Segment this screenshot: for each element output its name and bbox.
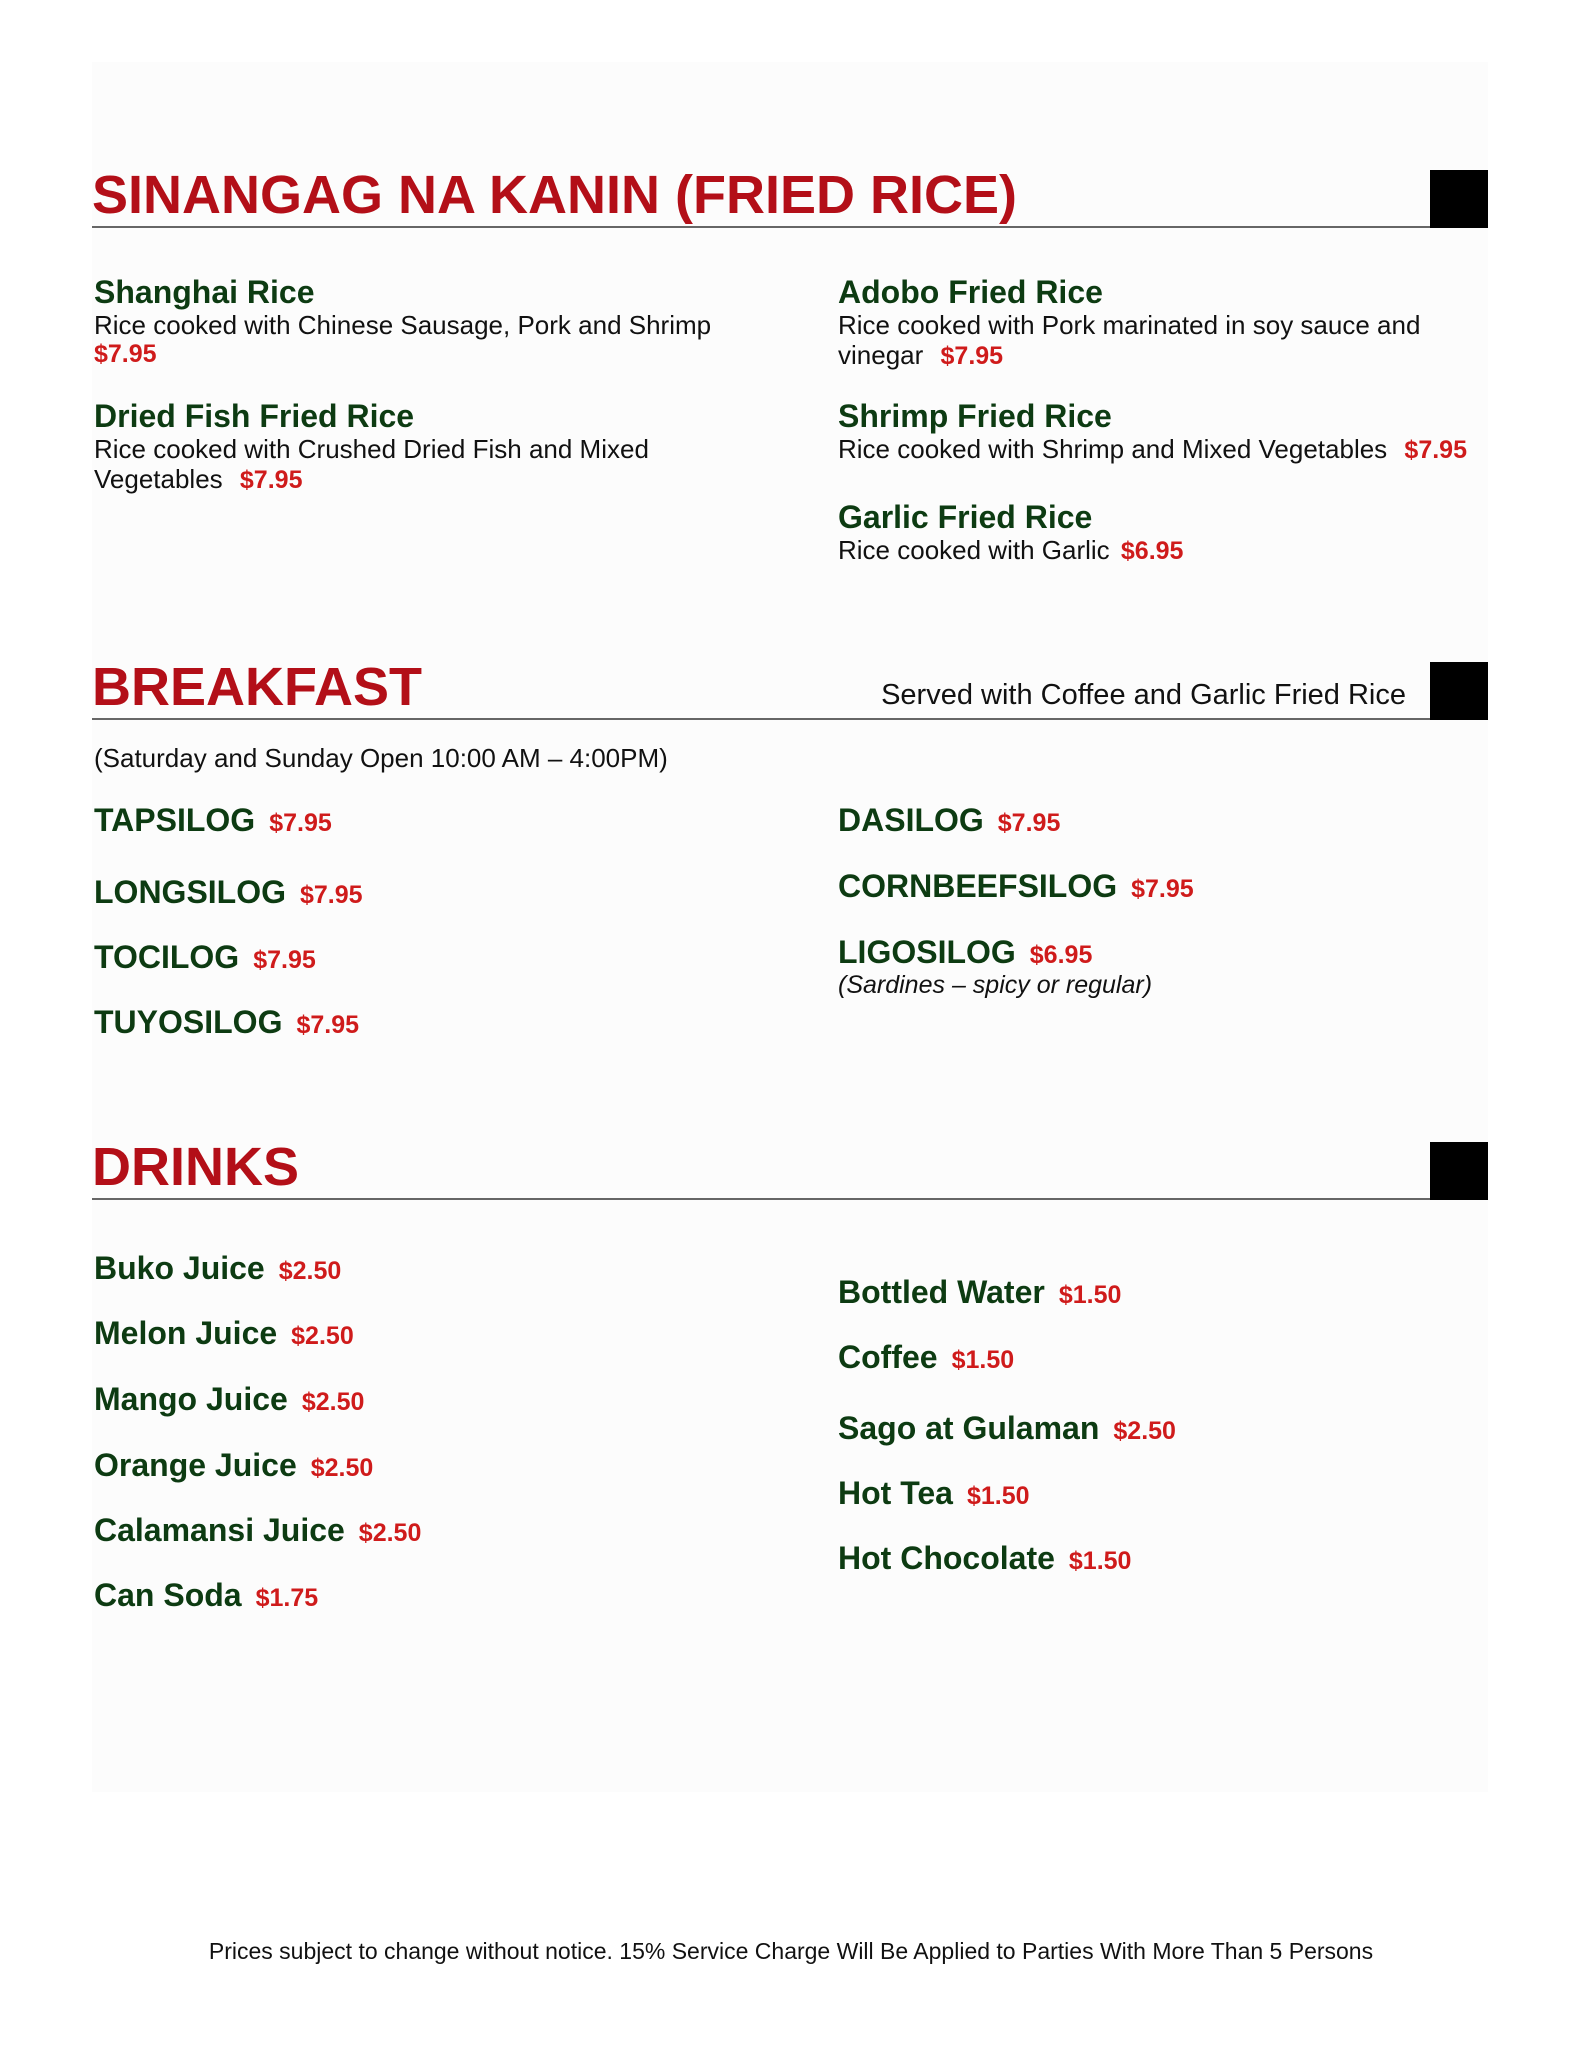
item-name: Buko Juice — [94, 1250, 265, 1286]
item-description-wrap — [838, 434, 1538, 465]
menu-item — [94, 1383, 774, 1417]
menu-item — [94, 276, 774, 369]
item-price: $1.50 — [951, 1346, 1015, 1374]
item-price: $7.95 — [239, 465, 303, 494]
item-description: Rice cooked with Garlic — [838, 534, 1110, 565]
item-name: Coffee — [838, 1339, 938, 1375]
item-description: Rice cooked with Crushed Dried Fish and Mixed Vegetables — [94, 433, 649, 494]
item-name: LONGSILOG — [94, 874, 286, 910]
menu-item — [838, 501, 1518, 566]
menu-item — [94, 1579, 774, 1613]
menu-item — [838, 804, 1518, 838]
item-name: Dried Fish Fried Rice — [94, 398, 415, 434]
item-description: Rice cooked with Pork marinated in soy sauce and vinegar — [838, 309, 1421, 370]
fried-rice-header — [92, 150, 1488, 228]
section-marker-square — [1430, 170, 1488, 228]
menu-item — [838, 1276, 1518, 1310]
item-name: Shanghai Rice — [94, 274, 315, 310]
item-price: $7.95 — [997, 809, 1061, 837]
item-description: Rice cooked with Shrimp and Mixed Vegetables — [838, 433, 1388, 464]
item-name: Calamansi Juice — [94, 1512, 345, 1548]
item-name: TOCILOG — [94, 939, 240, 975]
item-price: $1.50 — [1068, 1547, 1132, 1575]
item-price: $7.95 — [1404, 435, 1467, 464]
menu-item — [94, 1006, 774, 1040]
item-name: Shrimp Fried Rice — [838, 398, 1112, 434]
item-note: (Sardines – spicy or regular) — [838, 971, 1153, 999]
item-name: TUYOSILOG — [94, 1004, 283, 1040]
breakfast-hours: (Saturday and Sunday Open 10:00 AM – 4:00PM) — [94, 743, 668, 773]
item-name: Hot Tea — [838, 1475, 953, 1511]
menu-item — [94, 1252, 774, 1286]
menu-item — [94, 876, 774, 910]
item-name: Garlic Fried Rice — [838, 499, 1093, 535]
item-price: $7.95 — [1131, 875, 1194, 903]
item-price: $2.50 — [301, 1388, 365, 1416]
menu-item — [838, 400, 1538, 465]
item-price: $2.50 — [291, 1322, 354, 1350]
item-name: Bottled Water — [838, 1274, 1045, 1310]
section-marker-square — [1430, 1142, 1488, 1200]
menu-item — [838, 936, 1518, 1000]
item-name: Adobo Fried Rice — [838, 274, 1103, 310]
item-name: Sago at Gulaman — [838, 1410, 1100, 1446]
item-price: $6.95 — [1120, 536, 1184, 565]
item-price: $1.50 — [966, 1482, 1030, 1510]
fried-rice-title: SINANGAG NA KANIN (FRIED RICE) — [92, 165, 1017, 225]
item-name: Orange Juice — [94, 1447, 297, 1483]
footer-disclaimer: Prices subject to change without notice. 15% Service Charge Will Be Applied to Parties With More Than 5 Persons — [208, 1938, 1374, 1964]
item-price: $7.95 — [296, 1011, 360, 1039]
item-description-wrap — [838, 310, 1448, 371]
item-price: $1.75 — [255, 1584, 319, 1612]
breakfast-header — [92, 640, 1488, 720]
menu-item — [838, 1412, 1518, 1446]
menu-item — [94, 1449, 774, 1483]
item-price: $7.95 — [253, 946, 316, 974]
item-price: $6.95 — [1029, 941, 1093, 969]
menu-item — [94, 1514, 774, 1548]
item-name: Mango Juice — [94, 1381, 288, 1417]
item-price: $7.95 — [300, 881, 363, 909]
item-description: Rice cooked with Chinese Sausage, Pork and Shrimp — [94, 309, 712, 340]
item-name: DASILOG — [838, 802, 984, 838]
item-name: CORNBEEFSILOG — [838, 868, 1118, 904]
item-price: $2.50 — [310, 1454, 374, 1482]
menu-item — [838, 276, 1518, 371]
item-price: $2.50 — [1113, 1417, 1176, 1445]
item-name: Melon Juice — [94, 1315, 278, 1351]
item-price: $7.95 — [94, 339, 157, 368]
item-price: $2.50 — [278, 1257, 342, 1285]
item-name: TAPSILOG — [94, 802, 256, 838]
item-price: $7.95 — [269, 809, 332, 837]
item-description-wrap — [838, 535, 1518, 566]
menu-item — [94, 1317, 774, 1351]
item-description-wrap — [94, 434, 694, 495]
item-price: $7.95 — [940, 341, 1004, 370]
item-name: Can Soda — [94, 1577, 242, 1613]
section-marker-square — [1430, 662, 1488, 720]
item-price: $1.50 — [1058, 1281, 1122, 1309]
breakfast-title: BREAKFAST — [92, 657, 423, 717]
drinks-title: DRINKS — [92, 1137, 300, 1197]
breakfast-note: Served with Coffee and Garlic Fried Rice — [881, 679, 1406, 711]
drinks-header — [92, 1120, 1488, 1200]
menu-item — [94, 400, 774, 495]
menu-item — [838, 1542, 1518, 1576]
item-name: LIGOSILOG — [838, 934, 1016, 970]
menu-item — [838, 1341, 1518, 1375]
menu-item — [838, 1477, 1518, 1511]
menu-item — [94, 941, 774, 975]
menu-item — [838, 870, 1518, 904]
menu-item — [94, 804, 774, 838]
item-price: $2.50 — [358, 1519, 422, 1547]
item-name: Hot Chocolate — [838, 1540, 1055, 1576]
item-title-row — [838, 936, 1518, 970]
